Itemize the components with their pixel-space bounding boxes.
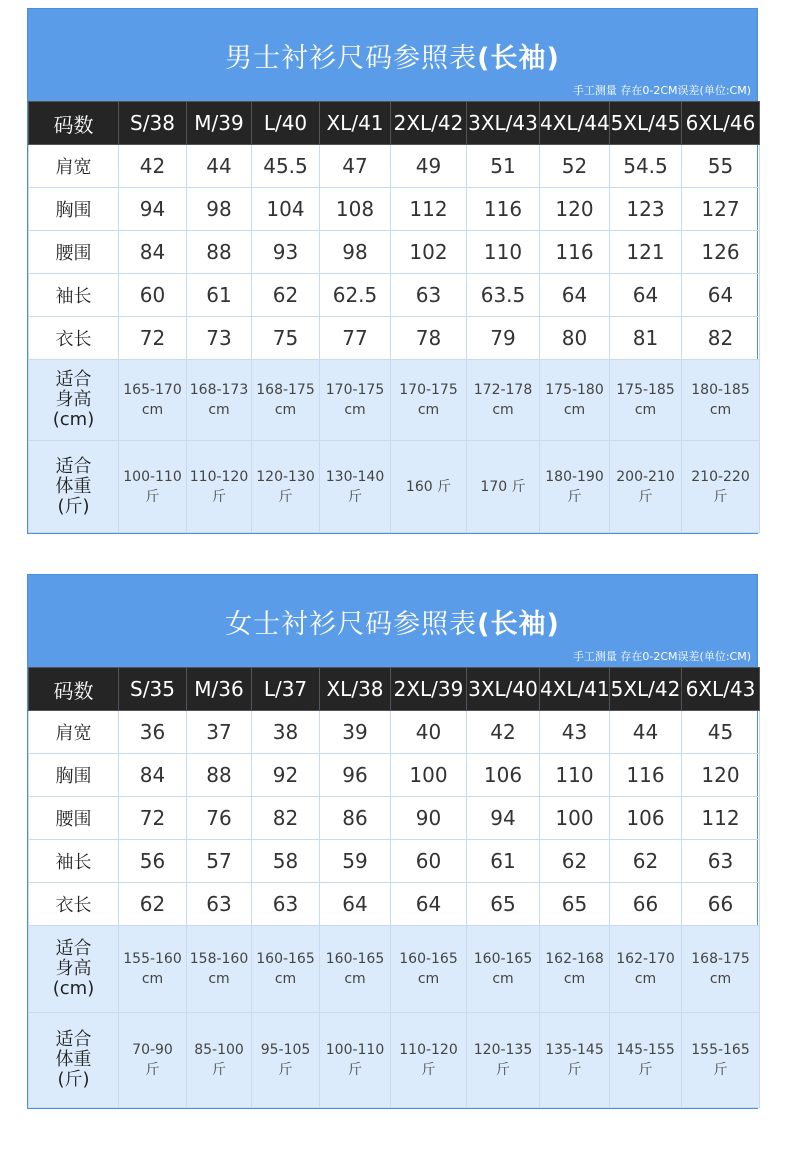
table-cell: 44 (187, 145, 252, 188)
men-height-row (29, 360, 760, 441)
table-cell: 88 (187, 231, 252, 274)
men-measure-note: 手工测量 存在0-2CM误差(单位:CM) (572, 84, 751, 97)
row-label: 肩宽 (29, 711, 119, 754)
table-cell: 210-220 斤 (682, 441, 760, 533)
table-cell: 70-90 斤 (119, 1013, 187, 1108)
table-cell: 160-165 cm (320, 926, 391, 1013)
table-cell: 110 (540, 754, 610, 797)
table-cell: 75 (252, 317, 320, 360)
table-cell: 170 斤 (467, 441, 540, 533)
table-cell: 63 (682, 840, 760, 883)
table-cell: 168-175 cm (252, 360, 320, 441)
table-cell: 155-165 斤 (682, 1013, 760, 1108)
column-header-size: 4XL/44 (540, 102, 610, 145)
men-title-bar (28, 9, 757, 101)
table-cell: 60 (391, 840, 467, 883)
table-cell: 104 (252, 188, 320, 231)
table-row (29, 274, 760, 317)
table-cell: 120 (682, 754, 760, 797)
table-cell: 172-178 cm (467, 360, 540, 441)
table-cell: 155-160 cm (119, 926, 187, 1013)
column-header-size: S/38 (119, 102, 187, 145)
women-height-row (29, 926, 760, 1013)
table-cell: 180-190 斤 (540, 441, 610, 533)
table-cell: 168-175 cm (682, 926, 760, 1013)
table-cell: 45.5 (252, 145, 320, 188)
table-cell: 100-110 斤 (320, 1013, 391, 1108)
table-cell: 112 (682, 797, 760, 840)
row-label: 适合 体重 (斤) (29, 1013, 119, 1108)
table-cell: 160 斤 (391, 441, 467, 533)
table-cell: 93 (252, 231, 320, 274)
table-cell: 73 (187, 317, 252, 360)
table-cell: 62.5 (320, 274, 391, 317)
column-header-size: 3XL/40 (467, 668, 540, 711)
column-header-size: 6XL/46 (682, 102, 760, 145)
table-cell: 66 (682, 883, 760, 926)
table-cell: 61 (187, 274, 252, 317)
table-cell: 123 (610, 188, 682, 231)
women-size-chart (27, 574, 758, 1109)
table-cell: 79 (467, 317, 540, 360)
table-cell: 110-120 斤 (187, 441, 252, 533)
table-cell: 162-170 cm (610, 926, 682, 1013)
men-title-suffix: (长袖) (477, 43, 560, 74)
table-cell: 106 (467, 754, 540, 797)
table-cell: 116 (467, 188, 540, 231)
table-cell: 96 (320, 754, 391, 797)
table-cell: 100-110 斤 (119, 441, 187, 533)
women-size-table (28, 667, 760, 1108)
women-title-text: 女士衬衫尺码参照表 (225, 609, 478, 640)
column-header-size: 5XL/42 (610, 668, 682, 711)
table-cell: 40 (391, 711, 467, 754)
table-cell: 145-155 斤 (610, 1013, 682, 1108)
men-size-table (28, 101, 760, 533)
table-cell: 42 (467, 711, 540, 754)
table-cell: 64 (540, 274, 610, 317)
table-cell: 57 (187, 840, 252, 883)
table-cell: 162-168 cm (540, 926, 610, 1013)
table-cell: 39 (320, 711, 391, 754)
men-header-row (29, 102, 760, 145)
table-cell: 175-185 cm (610, 360, 682, 441)
table-row (29, 883, 760, 926)
table-cell: 175-180 cm (540, 360, 610, 441)
table-cell: 88 (187, 754, 252, 797)
men-size-chart (27, 8, 758, 534)
table-cell: 116 (610, 754, 682, 797)
column-header-size: 3XL/43 (467, 102, 540, 145)
table-cell: 36 (119, 711, 187, 754)
table-cell: 47 (320, 145, 391, 188)
table-cell: 92 (252, 754, 320, 797)
table-row (29, 797, 760, 840)
column-header-size-label: 码数 (29, 102, 119, 145)
table-cell: 121 (610, 231, 682, 274)
row-label: 衣长 (29, 883, 119, 926)
table-cell: 62 (252, 274, 320, 317)
table-cell: 160-165 cm (391, 926, 467, 1013)
row-label: 腰围 (29, 231, 119, 274)
row-label: 腰围 (29, 797, 119, 840)
table-row (29, 231, 760, 274)
table-cell: 102 (391, 231, 467, 274)
table-cell: 38 (252, 711, 320, 754)
table-row (29, 754, 760, 797)
table-cell: 130-140 斤 (320, 441, 391, 533)
table-cell: 52 (540, 145, 610, 188)
table-cell: 82 (252, 797, 320, 840)
table-cell: 44 (610, 711, 682, 754)
men-weight-row (29, 441, 760, 533)
column-header-size: 2XL/39 (391, 668, 467, 711)
table-cell: 54.5 (610, 145, 682, 188)
table-cell: 120-135 斤 (467, 1013, 540, 1108)
table-cell: 90 (391, 797, 467, 840)
table-cell: 63 (391, 274, 467, 317)
table-cell: 64 (320, 883, 391, 926)
row-label: 肩宽 (29, 145, 119, 188)
table-row (29, 711, 760, 754)
column-header-size: 2XL/42 (391, 102, 467, 145)
table-row (29, 840, 760, 883)
table-cell: 160-165 cm (467, 926, 540, 1013)
table-cell: 62 (610, 840, 682, 883)
table-row (29, 188, 760, 231)
table-cell: 126 (682, 231, 760, 274)
table-cell: 116 (540, 231, 610, 274)
table-cell: 61 (467, 840, 540, 883)
table-cell: 72 (119, 797, 187, 840)
men-title-text: 男士衬衫尺码参照表 (225, 43, 478, 74)
column-header-size: XL/41 (320, 102, 391, 145)
women-measure-note: 手工测量 存在0-2CM误差(单位:CM) (572, 650, 751, 663)
row-label: 适合 身高 (cm) (29, 360, 119, 441)
table-cell: 72 (119, 317, 187, 360)
table-cell: 180-185 cm (682, 360, 760, 441)
row-label: 袖长 (29, 274, 119, 317)
table-cell: 78 (391, 317, 467, 360)
women-title-bar (28, 575, 757, 667)
table-row (29, 145, 760, 188)
table-cell: 37 (187, 711, 252, 754)
table-cell: 58 (252, 840, 320, 883)
men-chart-title (28, 36, 757, 75)
table-cell: 112 (391, 188, 467, 231)
table-cell: 56 (119, 840, 187, 883)
table-cell: 110 (467, 231, 540, 274)
women-weight-row (29, 1013, 760, 1108)
table-cell: 59 (320, 840, 391, 883)
column-header-size: L/37 (252, 668, 320, 711)
table-cell: 120-130 斤 (252, 441, 320, 533)
table-cell: 120 (540, 188, 610, 231)
table-cell: 60 (119, 274, 187, 317)
column-header-size: M/39 (187, 102, 252, 145)
row-label: 袖长 (29, 840, 119, 883)
row-label: 胸围 (29, 188, 119, 231)
table-cell: 106 (610, 797, 682, 840)
table-cell: 82 (682, 317, 760, 360)
table-cell: 200-210 斤 (610, 441, 682, 533)
table-cell: 80 (540, 317, 610, 360)
row-label: 衣长 (29, 317, 119, 360)
table-cell: 63 (252, 883, 320, 926)
table-cell: 64 (682, 274, 760, 317)
table-cell: 94 (119, 188, 187, 231)
column-header-size: 6XL/43 (682, 668, 760, 711)
table-cell: 62 (540, 840, 610, 883)
women-header-row (29, 668, 760, 711)
column-header-size: 5XL/45 (610, 102, 682, 145)
table-cell: 108 (320, 188, 391, 231)
table-cell: 84 (119, 231, 187, 274)
table-cell: 63 (187, 883, 252, 926)
table-cell: 165-170 cm (119, 360, 187, 441)
table-cell: 85-100 斤 (187, 1013, 252, 1108)
column-header-size: L/40 (252, 102, 320, 145)
table-cell: 135-145 斤 (540, 1013, 610, 1108)
table-cell: 98 (320, 231, 391, 274)
women-title-suffix: (长袖) (477, 609, 560, 640)
table-cell: 170-175 cm (391, 360, 467, 441)
column-header-size: 4XL/41 (540, 668, 610, 711)
column-header-size: XL/38 (320, 668, 391, 711)
table-cell: 86 (320, 797, 391, 840)
table-cell: 127 (682, 188, 760, 231)
column-header-size-label: 码数 (29, 668, 119, 711)
table-cell: 170-175 cm (320, 360, 391, 441)
column-header-size: S/35 (119, 668, 187, 711)
table-cell: 65 (467, 883, 540, 926)
table-cell: 45 (682, 711, 760, 754)
row-label: 适合 身高 (cm) (29, 926, 119, 1013)
table-cell: 66 (610, 883, 682, 926)
table-cell: 110-120 斤 (391, 1013, 467, 1108)
women-chart-title (28, 602, 757, 641)
table-cell: 98 (187, 188, 252, 231)
table-row (29, 317, 760, 360)
table-cell: 160-165 cm (252, 926, 320, 1013)
table-cell: 100 (540, 797, 610, 840)
table-cell: 49 (391, 145, 467, 188)
table-cell: 63.5 (467, 274, 540, 317)
table-cell: 158-160 cm (187, 926, 252, 1013)
row-label: 适合 体重 (斤) (29, 441, 119, 533)
table-cell: 76 (187, 797, 252, 840)
table-cell: 100 (391, 754, 467, 797)
table-cell: 77 (320, 317, 391, 360)
table-cell: 64 (391, 883, 467, 926)
table-cell: 42 (119, 145, 187, 188)
table-cell: 168-173 cm (187, 360, 252, 441)
table-cell: 43 (540, 711, 610, 754)
column-header-size: M/36 (187, 668, 252, 711)
table-cell: 55 (682, 145, 760, 188)
table-cell: 65 (540, 883, 610, 926)
table-cell: 94 (467, 797, 540, 840)
row-label: 胸围 (29, 754, 119, 797)
table-cell: 51 (467, 145, 540, 188)
table-cell: 62 (119, 883, 187, 926)
table-cell: 81 (610, 317, 682, 360)
table-cell: 95-105 斤 (252, 1013, 320, 1108)
table-cell: 64 (610, 274, 682, 317)
table-cell: 84 (119, 754, 187, 797)
